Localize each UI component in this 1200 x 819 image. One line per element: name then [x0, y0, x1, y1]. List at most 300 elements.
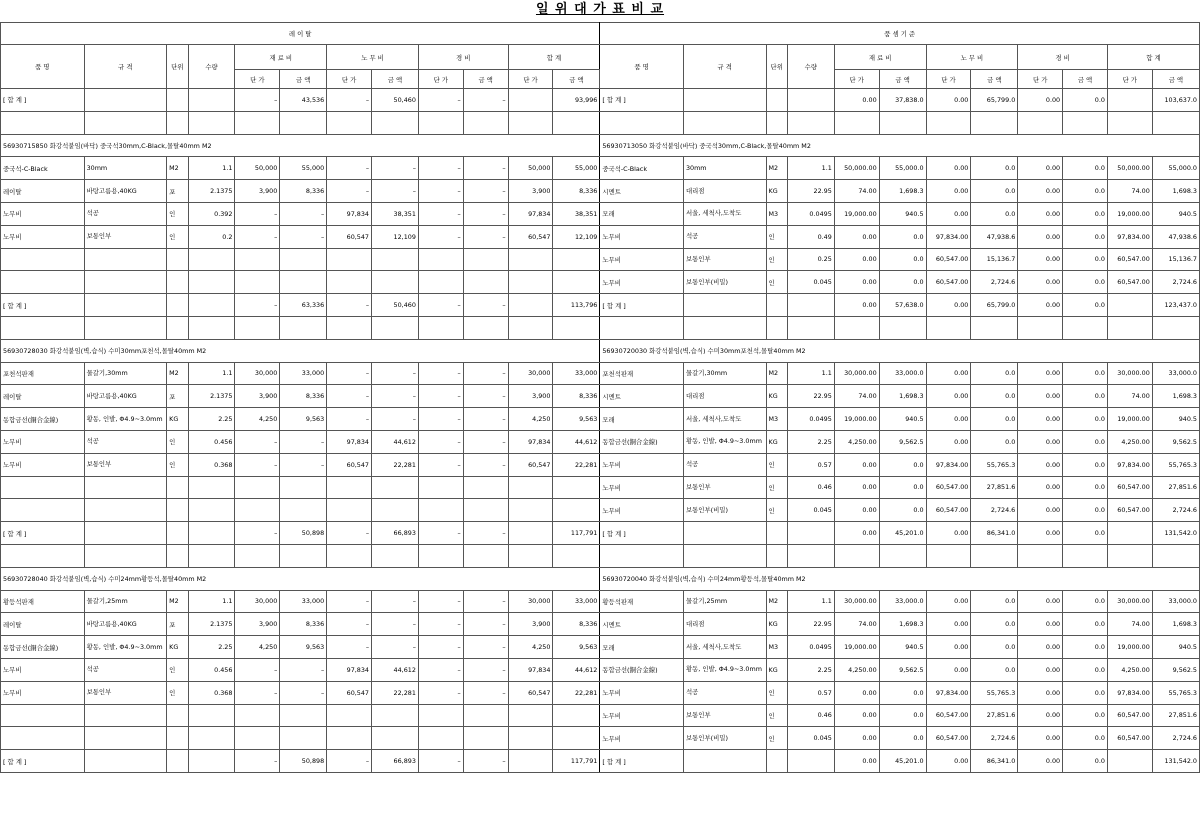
table-cell: 0.46 — [787, 704, 834, 727]
table-cell: – — [280, 681, 327, 704]
table-cell: 4,250.00 — [1107, 658, 1152, 681]
table-cell: 47,938.6 — [971, 225, 1018, 248]
item-spec: 바탕고름용,40KG — [84, 613, 167, 636]
table-cell: – — [463, 750, 508, 773]
table-cell: 0.0 — [1063, 430, 1108, 453]
table-cell: 0.0 — [1063, 681, 1108, 704]
table-cell — [508, 704, 553, 727]
table-cell: 0.0 — [879, 271, 926, 294]
table-cell: 30,000 — [508, 590, 553, 613]
table-cell: 60,547.00 — [926, 499, 971, 522]
col-total: 합 계 — [1107, 45, 1199, 70]
item-unit — [167, 271, 188, 294]
empty-cell — [235, 316, 280, 339]
table-cell: – — [463, 453, 508, 476]
table-cell: 1,698.3 — [879, 613, 926, 636]
table-row — [1, 248, 1200, 271]
table-row — [1, 613, 1200, 636]
table-cell — [553, 499, 600, 522]
table-cell: 97,834.00 — [926, 681, 971, 704]
table-cell: 0.0 — [1063, 89, 1108, 112]
table-cell: 22,281 — [553, 681, 600, 704]
item-spec: 황동, 인발, Φ4.9~3.0mm — [84, 408, 167, 431]
table-cell — [280, 704, 327, 727]
item-name: 모래 — [600, 408, 684, 431]
table-cell: 9,563 — [280, 636, 327, 659]
table-cell: 44,612 — [553, 658, 600, 681]
table-cell: – — [327, 522, 372, 545]
table-cell: 0.00 — [1018, 225, 1063, 248]
table-cell: 0.00 — [1018, 658, 1063, 681]
item-spec: 30mm — [683, 157, 766, 180]
table-cell: 9,562.5 — [879, 430, 926, 453]
table-cell: 0.00 — [926, 590, 971, 613]
table-cell: 0.00 — [926, 202, 971, 225]
empty-cell — [508, 316, 553, 339]
table-cell: – — [327, 294, 372, 317]
col-amount: 금 액 — [1152, 70, 1199, 89]
table-cell: – — [418, 408, 463, 431]
table-cell: – — [327, 157, 372, 180]
table-cell — [553, 248, 600, 271]
table-cell: – — [327, 89, 372, 112]
table-cell: – — [235, 430, 280, 453]
table-cell: – — [418, 636, 463, 659]
section-title: 56930728040 화강석붙임(벽,습식) 수미24mm황등석,몰탈40mm M2 — [1, 567, 600, 590]
item-unit: 인 — [766, 499, 787, 522]
empty-cell — [167, 111, 188, 134]
table-cell — [188, 522, 235, 545]
table-cell: 30,000 — [235, 590, 280, 613]
table-cell: 0.0 — [1063, 590, 1108, 613]
empty-cell — [553, 316, 600, 339]
table-cell: 0.00 — [1018, 202, 1063, 225]
table-cell: 60,547 — [327, 225, 372, 248]
empty-cell — [600, 544, 684, 567]
table-cell — [188, 248, 235, 271]
table-cell: 3,900 — [235, 613, 280, 636]
table-cell: 0.00 — [1018, 613, 1063, 636]
table-cell: 60,547.00 — [926, 727, 971, 750]
table-cell — [508, 89, 553, 112]
col-unit: 단위 — [766, 45, 787, 89]
table-row — [1, 89, 1200, 112]
empty-cell — [553, 111, 600, 134]
table-cell: 74.00 — [1107, 613, 1152, 636]
table-cell: 0.0 — [971, 385, 1018, 408]
table-row — [1, 362, 1200, 385]
table-cell: 97,834.00 — [1107, 681, 1152, 704]
table-cell: 0.0 — [879, 499, 926, 522]
table-cell: – — [418, 681, 463, 704]
table-cell: – — [463, 522, 508, 545]
table-cell: 1,698.3 — [879, 385, 926, 408]
table-cell: 22,281 — [553, 453, 600, 476]
table-cell: 0.0 — [971, 613, 1018, 636]
col-material: 재 료 비 — [834, 45, 926, 70]
item-unit: 인 — [167, 453, 188, 476]
item-spec: 바탕고름용,40KG — [84, 180, 167, 203]
empty-cell — [1, 316, 85, 339]
col-amount: 금 액 — [372, 70, 419, 89]
item-name: 시멘트 — [600, 180, 684, 203]
table-cell: 55,000 — [280, 157, 327, 180]
table-cell: – — [235, 89, 280, 112]
table-cell: 0.00 — [926, 89, 971, 112]
table-cell: 0.00 — [926, 522, 971, 545]
table-cell — [553, 476, 600, 499]
table-cell: 1.1 — [188, 590, 235, 613]
table-cell: 27,851.6 — [1152, 704, 1199, 727]
table-cell: – — [372, 362, 419, 385]
table-cell: 0.0 — [879, 681, 926, 704]
table-cell: 43,536 — [280, 89, 327, 112]
table-cell: 19,000.00 — [834, 202, 879, 225]
table-cell: 4,250 — [508, 636, 553, 659]
table-cell: 97,834 — [327, 430, 372, 453]
item-unit: 인 — [766, 476, 787, 499]
item-spec: 보통인부 — [683, 704, 766, 727]
table-cell: 22,281 — [372, 681, 419, 704]
item-name: 모래 — [600, 636, 684, 659]
item-name: 노무비 — [600, 727, 684, 750]
table-cell: – — [372, 590, 419, 613]
table-cell — [235, 499, 280, 522]
table-cell: 0.0 — [879, 248, 926, 271]
empty-cell — [235, 111, 280, 134]
col-amount: 금 액 — [971, 70, 1018, 89]
table-cell: 3,900 — [235, 385, 280, 408]
table-cell: 9,562.5 — [1152, 430, 1199, 453]
table-cell — [508, 499, 553, 522]
table-cell: 0.0 — [971, 362, 1018, 385]
table-cell: 0.00 — [834, 89, 879, 112]
table-cell: 0.00 — [834, 248, 879, 271]
item-name: 동합금선(銅合金線) — [600, 658, 684, 681]
table-cell: 19,000.00 — [834, 636, 879, 659]
table-cell: 60,547.00 — [1107, 248, 1152, 271]
col-amount: 금 액 — [463, 70, 508, 89]
table-cell: 4,250 — [235, 636, 280, 659]
table-cell — [418, 727, 463, 750]
table-cell: 0.00 — [926, 362, 971, 385]
item-name: [ 합 계 ] — [600, 750, 684, 773]
item-unit: M3 — [766, 202, 787, 225]
blank-row — [1, 111, 1200, 134]
item-name — [1, 727, 85, 750]
table-cell — [508, 271, 553, 294]
table-cell: – — [327, 750, 372, 773]
col-amount: 금 액 — [1063, 70, 1108, 89]
section-row — [1, 339, 1200, 362]
table-cell: 50,000 — [235, 157, 280, 180]
table-cell: 1.1 — [787, 362, 834, 385]
table-cell: 30,000.00 — [834, 362, 879, 385]
table-cell: 113,796 — [553, 294, 600, 317]
table-cell: 60,547 — [508, 681, 553, 704]
empty-cell — [1152, 316, 1199, 339]
section-title: 56930715850 화강석붙임(바닥) 중국석30mm,C-Black,몰탈40mm M2 — [1, 134, 600, 157]
table-cell: 2.25 — [188, 408, 235, 431]
table-cell: 60,547 — [508, 225, 553, 248]
empty-cell — [84, 111, 167, 134]
table-cell — [327, 499, 372, 522]
item-unit: KG — [766, 658, 787, 681]
empty-cell — [787, 544, 834, 567]
table-cell: – — [463, 408, 508, 431]
item-spec — [683, 89, 766, 112]
table-cell: – — [418, 590, 463, 613]
item-spec: 석공 — [84, 658, 167, 681]
table-cell: 1,698.3 — [1152, 180, 1199, 203]
empty-cell — [280, 316, 327, 339]
table-cell: 50,000 — [508, 157, 553, 180]
empty-cell — [879, 111, 926, 134]
item-name: 레이탈 — [1, 613, 85, 636]
table-cell: 97,834.00 — [1107, 225, 1152, 248]
table-cell — [418, 704, 463, 727]
table-cell: – — [463, 636, 508, 659]
table-cell: 74.00 — [834, 613, 879, 636]
table-cell — [1107, 522, 1152, 545]
empty-cell — [167, 316, 188, 339]
table-cell: – — [327, 636, 372, 659]
item-spec: 대리점 — [683, 613, 766, 636]
table-cell — [463, 499, 508, 522]
table-cell: 4,250.00 — [834, 430, 879, 453]
item-name: 노무비 — [600, 681, 684, 704]
table-cell: 0.57 — [787, 453, 834, 476]
empty-cell — [1, 544, 85, 567]
table-cell — [508, 522, 553, 545]
table-row — [1, 180, 1200, 203]
table-cell — [463, 248, 508, 271]
table-cell: – — [235, 522, 280, 545]
item-spec: 보통인부 — [683, 248, 766, 271]
item-name — [1, 248, 85, 271]
table-cell: 0.00 — [834, 750, 879, 773]
table-cell: 2,724.6 — [971, 271, 1018, 294]
table-cell: 60,547.00 — [1107, 271, 1152, 294]
table-cell: 0.00 — [1018, 681, 1063, 704]
table-cell — [188, 704, 235, 727]
item-name: 황등석판재 — [1, 590, 85, 613]
empty-cell — [1152, 544, 1199, 567]
item-name — [1, 499, 85, 522]
table-cell — [418, 271, 463, 294]
empty-cell — [418, 544, 463, 567]
table-cell: 0.57 — [787, 681, 834, 704]
table-cell: 37,838.0 — [879, 89, 926, 112]
item-spec: 서울, 세척사,도착도 — [683, 408, 766, 431]
col-spec: 규 격 — [84, 45, 167, 89]
table-cell: 55,765.3 — [1152, 453, 1199, 476]
table-cell: 86,341.0 — [971, 522, 1018, 545]
item-unit — [167, 499, 188, 522]
table-cell: 0.0 — [1063, 271, 1108, 294]
item-name: 노무비 — [1, 453, 85, 476]
table-cell: 1.1 — [188, 157, 235, 180]
empty-cell — [787, 316, 834, 339]
table-cell — [787, 89, 834, 112]
table-cell — [188, 727, 235, 750]
table-cell: 45,201.0 — [879, 750, 926, 773]
table-cell: 0.456 — [188, 658, 235, 681]
table-cell: 57,638.0 — [879, 294, 926, 317]
table-cell: 19,000.00 — [834, 408, 879, 431]
table-cell — [280, 499, 327, 522]
table-cell: – — [235, 202, 280, 225]
table-cell: 0.0 — [1063, 750, 1108, 773]
item-spec — [84, 271, 167, 294]
table-cell: 0.00 — [1018, 453, 1063, 476]
table-cell: 55,000 — [553, 157, 600, 180]
item-spec: 물갈기,25mm — [84, 590, 167, 613]
table-cell: 2,724.6 — [971, 499, 1018, 522]
table-cell: 0.0 — [879, 453, 926, 476]
item-name: 노무비 — [1, 430, 85, 453]
empty-cell — [834, 316, 879, 339]
table-cell: 45,201.0 — [879, 522, 926, 545]
table-cell: – — [463, 681, 508, 704]
table-cell: 0.0 — [1063, 294, 1108, 317]
table-cell: 97,834.00 — [926, 453, 971, 476]
table-cell: 93,996 — [553, 89, 600, 112]
table-cell — [787, 522, 834, 545]
table-cell: 0.00 — [1018, 522, 1063, 545]
table-cell: 30,000 — [235, 362, 280, 385]
table-cell — [508, 294, 553, 317]
table-cell: 940.5 — [1152, 202, 1199, 225]
table-row — [1, 271, 1200, 294]
table-cell: 19,000.00 — [1107, 636, 1152, 659]
table-cell: 940.5 — [879, 636, 926, 659]
table-cell: 0.00 — [834, 476, 879, 499]
table-cell: 0.00 — [1018, 408, 1063, 431]
table-cell — [235, 727, 280, 750]
table-cell: 0.00 — [1018, 89, 1063, 112]
table-cell: 33,000 — [280, 362, 327, 385]
item-unit: 인 — [766, 248, 787, 271]
table-cell: 33,000 — [553, 362, 600, 385]
empty-cell — [327, 544, 372, 567]
item-spec: 황동, 인발, Φ4.9~3.0mm — [84, 636, 167, 659]
item-name: [ 합 계 ] — [1, 294, 85, 317]
col-labor: 노 무 비 — [926, 45, 1018, 70]
table-cell: 19,000.00 — [1107, 202, 1152, 225]
section-row — [1, 134, 1200, 157]
empty-cell — [1063, 544, 1108, 567]
table-cell: 33,000.0 — [879, 590, 926, 613]
table-cell: 50,000.00 — [1107, 157, 1152, 180]
table-cell — [463, 704, 508, 727]
left-group-header: 레 이 탈 — [1, 23, 600, 45]
empty-cell — [971, 111, 1018, 134]
item-spec — [683, 750, 766, 773]
table-cell: – — [280, 658, 327, 681]
table-cell: 30,000.00 — [834, 590, 879, 613]
table-cell: – — [418, 225, 463, 248]
item-unit: 인 — [167, 681, 188, 704]
table-cell — [418, 499, 463, 522]
table-cell: – — [418, 294, 463, 317]
table-cell: 0.0 — [1063, 408, 1108, 431]
col-unit-price: 단 가 — [327, 70, 372, 89]
table-row — [1, 750, 1200, 773]
table-cell: – — [372, 408, 419, 431]
table-cell: 9,562.5 — [879, 658, 926, 681]
col-material: 재 료 비 — [235, 45, 327, 70]
table-header — [1, 23, 1200, 89]
empty-cell — [600, 316, 684, 339]
section-title: 56930713050 화강석붙임(바닥) 중국석30mm,C-Black,몰탈40mm M2 — [600, 134, 1200, 157]
table-cell: 0.0 — [1063, 522, 1108, 545]
table-cell: 97,834 — [327, 202, 372, 225]
table-cell: – — [235, 658, 280, 681]
col-amount: 금 액 — [280, 70, 327, 89]
empty-cell — [787, 111, 834, 134]
table-cell — [372, 704, 419, 727]
table-cell: 0.00 — [926, 636, 971, 659]
table-cell: 0.00 — [1018, 704, 1063, 727]
table-cell: – — [235, 225, 280, 248]
table-cell: 60,547 — [327, 453, 372, 476]
table-cell: – — [280, 225, 327, 248]
item-unit: 인 — [766, 453, 787, 476]
table-row — [1, 522, 1200, 545]
item-name: 동합금선(銅合金線) — [600, 430, 684, 453]
item-name: 노무비 — [600, 704, 684, 727]
col-unit-price: 단 가 — [834, 70, 879, 89]
table-cell: 8,336 — [553, 613, 600, 636]
empty-cell — [834, 544, 879, 567]
table-cell: – — [418, 430, 463, 453]
item-name — [1, 271, 85, 294]
item-unit: KG — [766, 430, 787, 453]
item-spec — [84, 476, 167, 499]
table-cell: 0.0 — [879, 225, 926, 248]
table-cell: 60,547.00 — [926, 704, 971, 727]
table-cell: 33,000.0 — [1152, 590, 1199, 613]
table-cell: 123,437.0 — [1152, 294, 1199, 317]
table-cell: 63,336 — [280, 294, 327, 317]
table-cell: 97,834 — [508, 658, 553, 681]
table-cell — [188, 271, 235, 294]
table-cell: 0.00 — [926, 750, 971, 773]
table-cell: – — [463, 225, 508, 248]
table-cell: 33,000.0 — [879, 362, 926, 385]
col-expense: 경 비 — [1018, 45, 1108, 70]
item-spec — [84, 89, 167, 112]
table-row — [1, 225, 1200, 248]
col-name: 품 명 — [600, 45, 684, 89]
table-cell: 15,136.7 — [971, 248, 1018, 271]
item-name: 중국석-C-Black — [600, 157, 684, 180]
item-name: 노무비 — [600, 476, 684, 499]
table-cell: 60,547.00 — [1107, 727, 1152, 750]
item-spec: 보통인부(비밀) — [683, 271, 766, 294]
empty-cell — [766, 111, 787, 134]
item-name: [ 합 계 ] — [600, 294, 684, 317]
col-qty: 수량 — [188, 45, 235, 89]
item-unit: M2 — [167, 590, 188, 613]
empty-cell — [971, 544, 1018, 567]
table-cell: 0.0 — [971, 202, 1018, 225]
table-cell: 30,000.00 — [1107, 590, 1152, 613]
table-cell — [327, 476, 372, 499]
table-cell: – — [327, 613, 372, 636]
table-cell — [235, 704, 280, 727]
